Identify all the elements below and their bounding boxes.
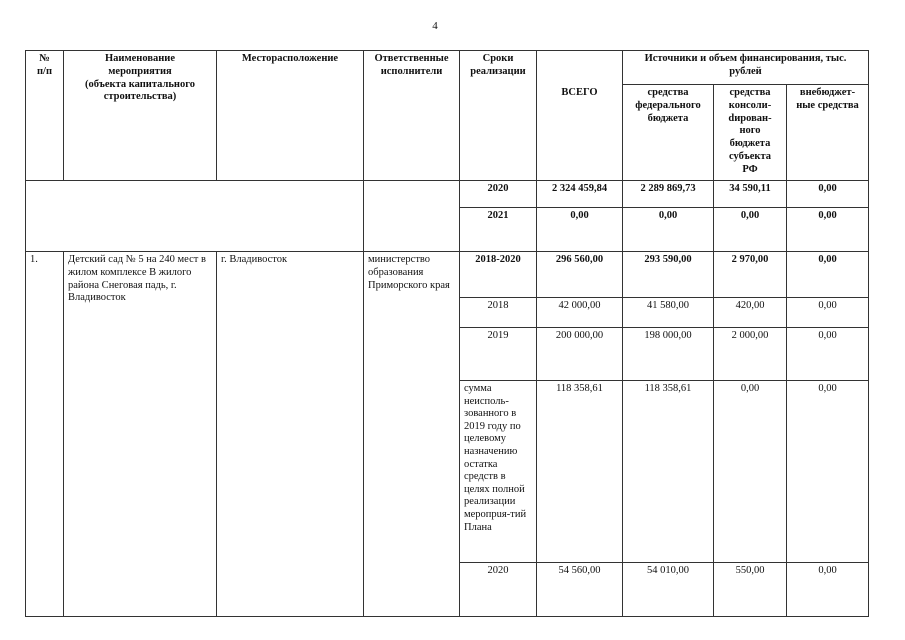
summary-blank-responsible — [364, 181, 460, 252]
header-total-top — [537, 51, 623, 85]
page-number: 4 — [432, 20, 438, 32]
header-extrabudget: внебюджет- ные средства — [787, 85, 869, 181]
item-federal: 293 590,00 — [623, 252, 714, 298]
item-total: 54 560,00 — [537, 563, 623, 617]
item-location: г. Владивосток — [217, 252, 364, 617]
item-row — [26, 252, 869, 298]
item-consolidated: 2 000,00 — [714, 328, 787, 381]
header-funding: Источники и объем финансирования, тыс. рублей — [623, 51, 869, 85]
item-federal: 118 358,61 — [623, 381, 714, 563]
item-responsible: министерство образования Приморского края — [364, 252, 460, 617]
header-responsible: Ответственные исполнители — [364, 51, 460, 181]
item-federal: 54 010,00 — [623, 563, 714, 617]
summary-federal: 0,00 — [623, 208, 714, 252]
item-total: 118 358,61 — [537, 381, 623, 563]
summary-total: 2 324 459,84 — [537, 181, 623, 208]
item-term: 2018-2020 — [460, 252, 537, 298]
item-name: Детский сад № 5 на 240 мест в жилом комплексе В жилого района Снеговая падь, г. Владивосток — [64, 252, 217, 617]
header-terms: Сроки реализации — [460, 51, 537, 181]
summary-extrabudget: 0,00 — [787, 208, 869, 252]
summary-year: 2021 — [460, 208, 537, 252]
funding-table — [25, 50, 869, 617]
item-term: сумма неисполь-зованного в 2019 году по целевому назначению остатка средств в целях полной реализации меропрuя-тий Плана — [460, 381, 537, 563]
header-consolidated: средства консоли- dирован- ного бюджета субъекта РФ — [714, 85, 787, 181]
item-extrabudget: 0,00 — [787, 298, 869, 328]
summary-row — [26, 181, 869, 208]
summary-consolidated: 0,00 — [714, 208, 787, 252]
summary-year: 2020 — [460, 181, 537, 208]
item-consolidated: 0,00 — [714, 381, 787, 563]
item-consolidated: 2 970,00 — [714, 252, 787, 298]
header-federal: средства федерального бюджета — [623, 85, 714, 181]
item-term: 2019 — [460, 328, 537, 381]
item-num: 1. — [26, 252, 64, 617]
item-extrabudget: 0,00 — [787, 381, 869, 563]
header-num: № п/п — [26, 51, 64, 181]
item-term: 2020 — [460, 563, 537, 617]
item-extrabudget: 0,00 — [787, 328, 869, 381]
item-total: 200 000,00 — [537, 328, 623, 381]
item-total: 296 560,00 — [537, 252, 623, 298]
item-term: 2018 — [460, 298, 537, 328]
summary-extrabudget: 0,00 — [787, 181, 869, 208]
item-federal: 41 580,00 — [623, 298, 714, 328]
item-extrabudget: 0,00 — [787, 563, 869, 617]
item-extrabudget: 0,00 — [787, 252, 869, 298]
summary-federal: 2 289 869,73 — [623, 181, 714, 208]
header-row-1 — [26, 51, 869, 85]
header-name: Наименование мероприятия (объекта капитального строительства) — [64, 51, 217, 181]
summary-blank — [26, 181, 364, 252]
item-federal: 198 000,00 — [623, 328, 714, 381]
item-consolidated: 550,00 — [714, 563, 787, 617]
item-total: 42 000,00 — [537, 298, 623, 328]
summary-total: 0,00 — [537, 208, 623, 252]
item-consolidated: 420,00 — [714, 298, 787, 328]
header-location: Месторасположение — [217, 51, 364, 181]
summary-consolidated: 34 590,11 — [714, 181, 787, 208]
header-total: ВСЕГО — [537, 85, 623, 181]
